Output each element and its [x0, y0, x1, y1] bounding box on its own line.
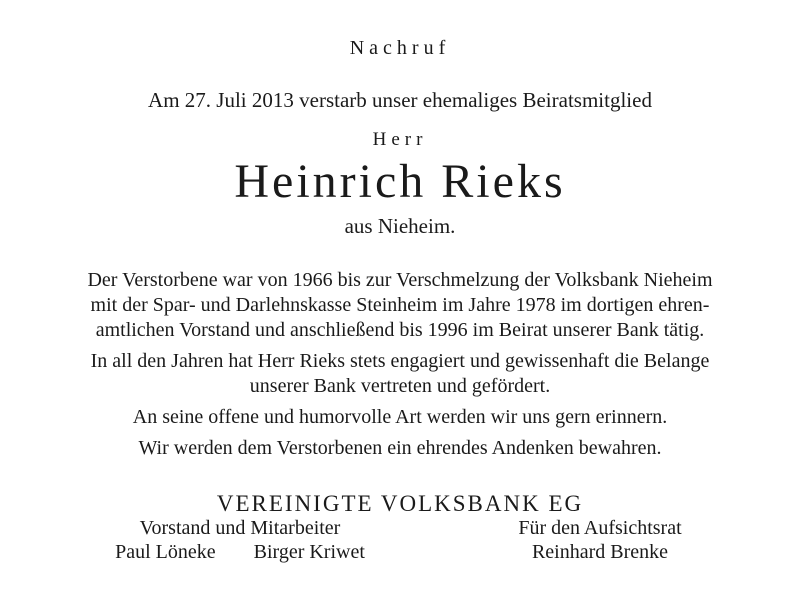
signature-title-supervisory-board: Für den Aufsichtsrat: [518, 517, 682, 539]
signatory-names-board: [0, 540, 480, 564]
signature-group-board: [0, 516, 480, 564]
signature-title-board: Vorstand und Mitarbeiter: [139, 517, 341, 539]
paragraph-dedication: [0, 349, 800, 399]
paragraph-honor: [0, 436, 800, 461]
salutation: Herr: [372, 129, 428, 150]
notice-kicker: Nachruf: [349, 37, 451, 59]
signature-block: [0, 516, 800, 564]
paragraph-line: Der Verstorbene war von 1966 bis zur Verschmelzung der Volksbank Nieheim: [87, 269, 713, 291]
paragraph-line: amtlichen Vorstand und anschließend bis 1996 im Beirat unserer Bank tätig.: [95, 319, 705, 341]
deceased-name: Heinrich Rieks: [234, 155, 566, 208]
signatory-name: Birger Kriwet: [253, 541, 365, 563]
signatory-name: Paul Löneke: [115, 541, 216, 563]
signatory-names-supervisory-board: [480, 540, 720, 564]
paragraph-line: Wir werden dem Verstorbenen ein ehrendes Andenken bewahren.: [138, 437, 662, 459]
paragraph-line: An seine offene und humorvolle Art werden wir uns gern erinnern.: [132, 406, 668, 428]
signatory-name: Reinhard Brenke: [531, 541, 669, 563]
paragraph-service-history: [0, 268, 800, 343]
paragraph-line: mit der Spar- und Darlehnskasse Steinheim im Jahre 1978 im dortigen ehren-: [90, 294, 710, 316]
paragraph-line: unserer Bank vertreten und gefördert.: [249, 375, 551, 397]
paragraph-remembrance: [0, 405, 800, 430]
notice-body: [0, 268, 800, 461]
organization-name: VEREINIGTE VOLKSBANK EG: [216, 491, 584, 516]
paragraph-line: In all den Jahren hat Herr Rieks stets engagiert und gewissenhaft die Belange: [90, 350, 710, 372]
death-announcement-line: Am 27. Juli 2013 verstarb unser ehemaliges Beiratsmitglied: [148, 88, 652, 112]
signature-group-supervisory-board: [480, 516, 720, 564]
origin-line: aus Nieheim.: [344, 214, 456, 238]
